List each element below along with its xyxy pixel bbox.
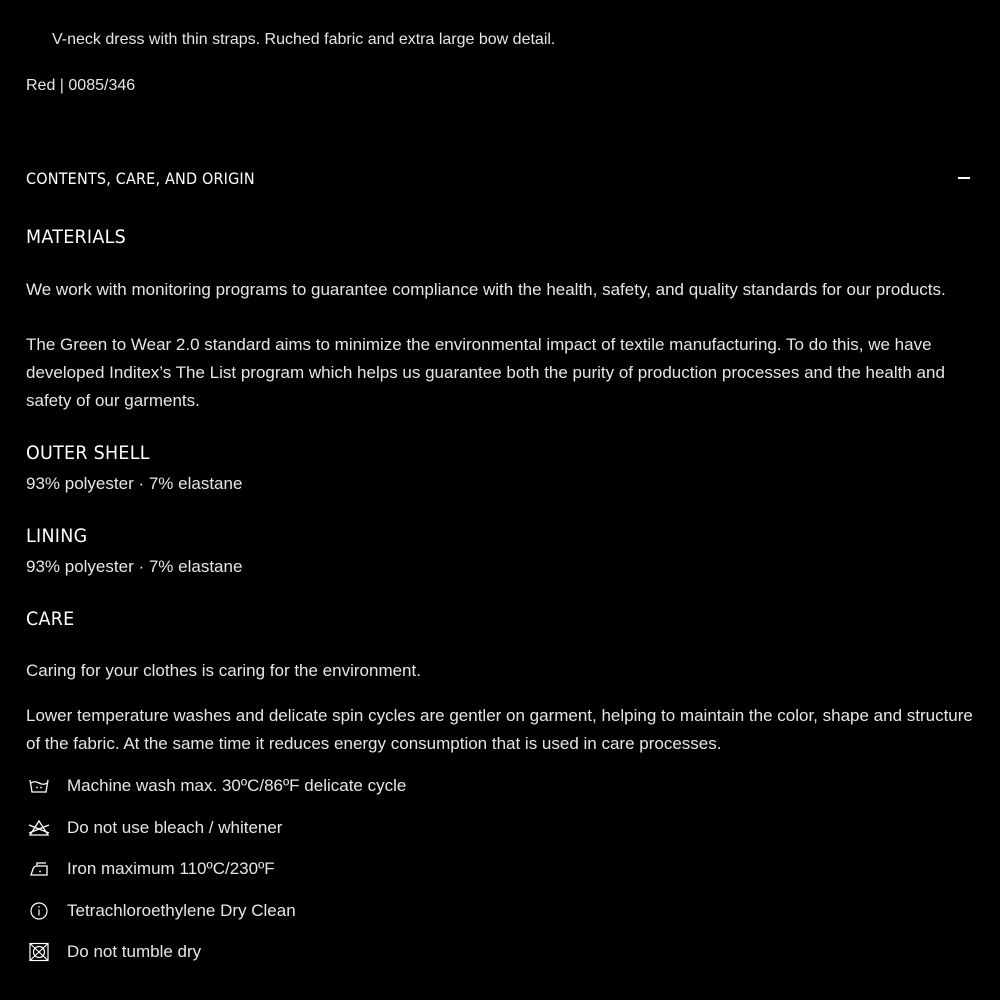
care-instruction-label: Do not use bleach / whitener (67, 818, 283, 837)
care-instruction-label: Iron maximum 110ºC/230ºF (67, 859, 275, 878)
care-instruction (26, 814, 282, 842)
outer-shell-composition: 93% polyester · 7% elastane (26, 474, 243, 493)
care-paragraph: Lower temperature washes and delicate spin cycles are gentler on garment, helping to maintain the color, shape and structure of the fabric. At the same time it reduces energy consumption that is used in care processes. (26, 706, 973, 753)
care-instruction-label: Do not tumble dry (67, 942, 202, 961)
no-bleach-icon (26, 816, 52, 840)
materials-heading: MATERIALS (26, 226, 126, 248)
outer-shell-heading: OUTER SHELL (26, 442, 150, 464)
accordion-title: CONTENTS, CARE, AND ORIGIN (26, 168, 255, 188)
care-intro: Caring for your clothes is caring for the environment. (26, 661, 421, 680)
care-instruction (26, 938, 201, 966)
care-instruction (26, 897, 296, 925)
dry-clean-p-icon (26, 899, 52, 923)
care-instruction (26, 772, 406, 800)
no-tumble-dry-icon (26, 940, 52, 964)
care-instruction (26, 855, 275, 883)
care-heading: CARE (26, 608, 75, 630)
lining-composition: 93% polyester · 7% elastane (26, 557, 243, 576)
iron-low-icon (26, 857, 52, 881)
machine-wash-30-icon (26, 774, 52, 798)
minus-icon[interactable] (958, 177, 970, 179)
care-instruction-label: Tetrachloroethylene Dry Clean (67, 901, 296, 920)
materials-paragraph-2: The Green to Wear 2.0 standard aims to minimize the environmental impact of textile manufacturing. To do this, we have developed Inditex’s The List program which helps us guarantee both the purity of production processes and the health and safety of our garments. (26, 335, 945, 410)
care-instruction-label: Machine wash max. 30ºC/86ºF delicate cycle (67, 776, 407, 795)
product-description: V-neck dress with thin straps. Ruched fabric and extra large bow detail. (52, 31, 556, 48)
color-reference: Red | 0085/346 (26, 77, 136, 94)
lining-heading: LINING (26, 525, 88, 547)
materials-paragraph-1: We work with monitoring programs to guarantee compliance with the health, safety, and quality standards for our products. (26, 280, 946, 299)
contents-care-origin-accordion[interactable] (26, 162, 970, 194)
